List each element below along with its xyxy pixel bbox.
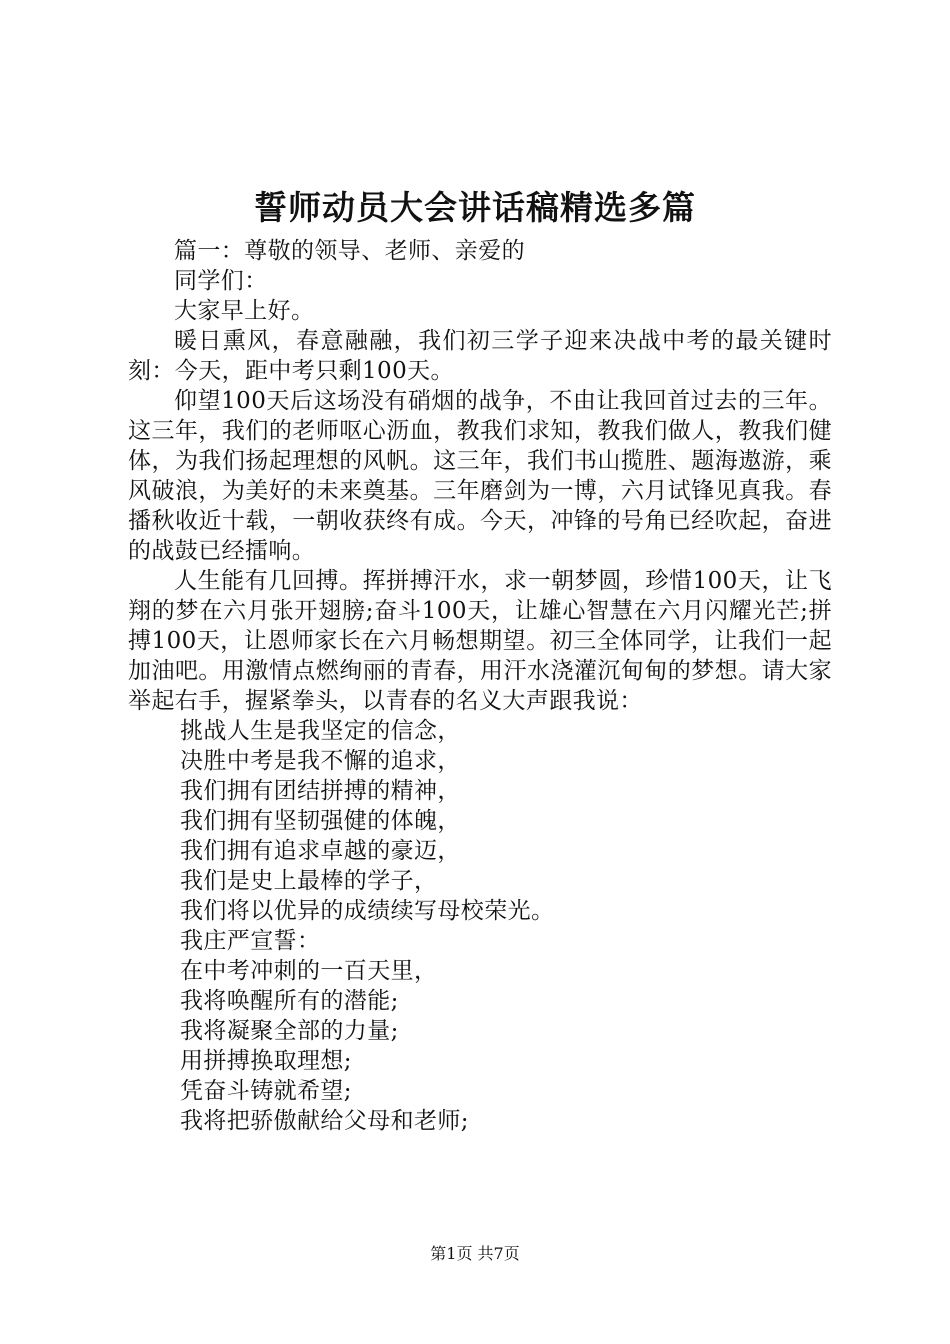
verse-line: 在中考冲刺的一百天里，	[180, 958, 438, 984]
document-title: 誓师动员大会讲话稿精选多篇	[254, 188, 696, 227]
document-body	[128, 236, 832, 1136]
paragraph: 暖日熏风，春意融融，我们初三学子迎来决战中考的最关键时刻：今天，距中考只剩100天。	[128, 328, 832, 384]
page-footer: 第1页 共7页	[430, 1244, 520, 1263]
verse-line: 我庄严宣誓：	[180, 928, 321, 954]
verse-line: 用拼搏换取理想;	[180, 1048, 352, 1074]
paragraph: 人生能有几回搏。挥拼搏汗水，求一朝梦圆，珍惜100天，让飞翔的梦在六月张开翅膀;奋斗100天，让雄心智慧在六月闪耀光芒;拼搏100天，让恩师家长在六月畅想期望。初三全体同学，让我们一起加油吧。用激情点燃绚丽的青春，用汗水浇灌沉甸甸的梦想。请大家举起右手，握紧拳头，以青春的名义大声跟我说：	[128, 568, 832, 714]
paragraph: 仰望100天后这场没有硝烟的战争，不由让我回首过去的三年。这三年，我们的老师呕心沥血，教我们求知，教我们做人，教我们健体，为我们扬起理想的风帆。这三年，我们书山揽胜、题海遨游，乘风破浪，为美好的未来奠基。三年磨剑为一博，六月试锋见真我。春播秋收近十载，一朝收获终有成。今天，冲锋的号角已经吹起，奋进的战鼓已经擂响。	[128, 388, 832, 564]
verse-line: 我们拥有坚韧强健的体魄，	[180, 808, 461, 834]
verse-line: 我将凝聚全部的力量;	[180, 1018, 399, 1044]
verse-line: 我们拥有团结拼搏的精神，	[180, 778, 461, 804]
verse-line: 挑战人生是我坚定的信念，	[180, 718, 461, 744]
verse-line: 我将把骄傲献给父母和老师;	[180, 1108, 469, 1134]
verse-line: 我们拥有追求卓越的豪迈，	[180, 838, 461, 864]
verse-line: 我们是史上最棒的学子，	[180, 868, 438, 894]
paragraph: 篇一：尊敬的领导、老师、亲爱的	[174, 238, 525, 264]
paragraph: 大家早上好。	[174, 298, 315, 324]
verse-line: 凭奋斗铸就希望;	[180, 1078, 352, 1104]
paragraph: 同学们：	[174, 268, 268, 294]
verse-line: 决胜中考是我不懈的追求，	[180, 748, 461, 774]
verse-line: 我将唤醒所有的潜能;	[180, 988, 399, 1014]
verse-line: 我们将以优异的成绩续写母校荣光。	[180, 898, 555, 924]
